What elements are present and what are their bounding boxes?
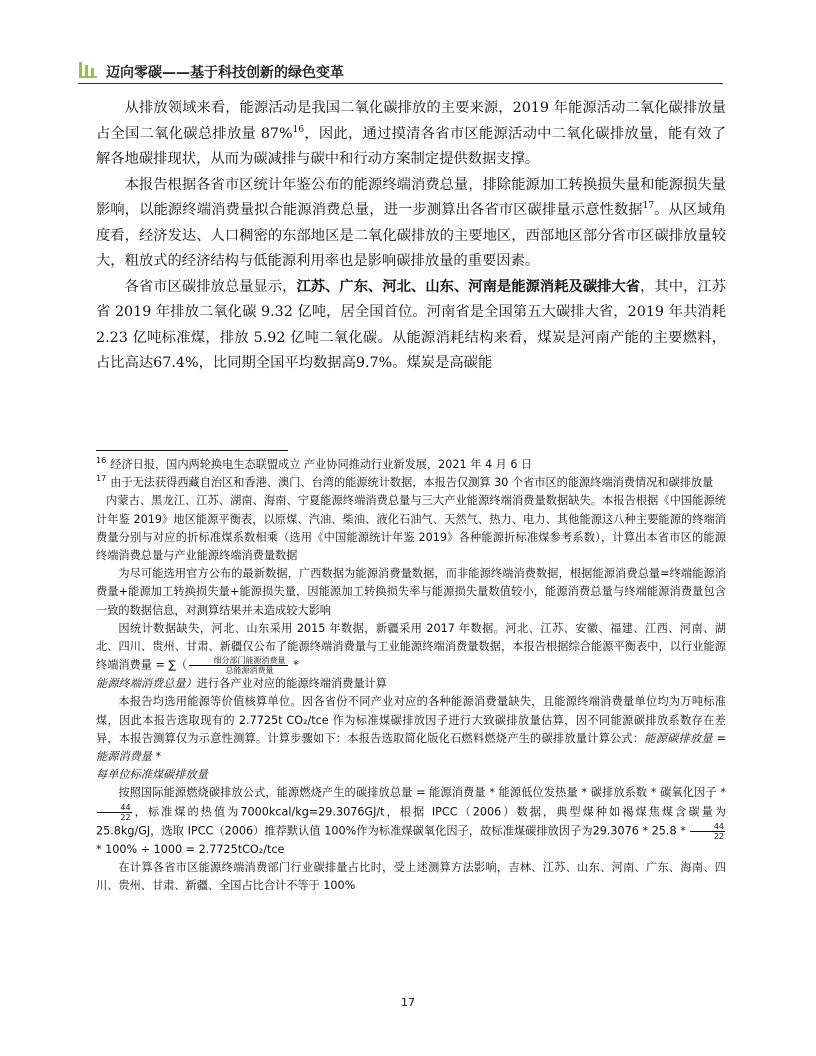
footnote-17-italic-e: 能源终端消费总量） — [96, 677, 197, 691]
paragraph-2-text-b: 。从区域角度看，经济发达、人口稠密的东部地区是二氧化碳排放的主要地区，西部地区部分省市区碳排放量较大，粗放式的经济结构与低能源利用率也是影响碳排放量的重要因素。 — [96, 202, 727, 269]
paragraph-3 — [96, 275, 726, 377]
footnote-17-text-h2: ，标准煤的热值为7000kcal/kg=29.3076GJ/t，根据 IPCC（2006）数据，典型煤种如褐煤焦煤含碳量为 25.8kg/GJ，选取 IPCC（2006）推荐默认值 100%作为标准煤碳氧化因子，故标准煤碳排放因子为29.3076 * 25.8 * — [96, 805, 726, 838]
footnote-17-italic-f: 能源碳排放量 = 能源消费量 * — [96, 731, 726, 764]
footnote-ref-16[interactable]: 16 — [292, 124, 305, 135]
page-header — [78, 58, 723, 84]
footnotes — [96, 456, 726, 895]
fraction-numerator: 细分部门能源消费量 — [189, 656, 287, 666]
footnote-17-text-f: 本报告均选用能源等价值核算单位。因各省份不同产业对应的各种能源消费量缺失，且能源终端消费量单位均为万吨标准煤，因此本报告选取现有的 2.7725t CO₂/tce 作为标准煤碳排放因子进行大致碳排放量估算，因不同能源碳排放系数存在差异，本报告测算仅为示意性测算。计算步骤如下：本报告选取简化版化石燃料燃烧产生的碳排放量计算公式： — [96, 695, 726, 745]
footnote-16-text: 经济日报，国内两轮换电生态联盟成立 产业协同推动行业新发展，2021 年 4 月 6 日 — [110, 458, 533, 471]
footnote-17-text-d-tail: * — [289, 658, 299, 672]
footnote-17-text-a: 由于无法获得西藏自治区和香港、澳门、台湾的能源统计数据，本报告仅测算 30 个省市区的能源终端消费情况和碳排放量 — [110, 476, 714, 490]
paragraph-3-bold-text: 江苏、广东、河北、山东、河南是能源消耗及碳排大省 — [296, 278, 641, 295]
paragraph-1-text-a: 从排放领域来看，能源活动是我国二氧化碳排放的主要来源，2019 年能源活动二氧化碳排放量占全国二氧化碳总排放量 87% — [96, 100, 726, 142]
molar-ratio-fraction — [97, 803, 132, 822]
fraction-numerator-44-2: 44 — [690, 822, 725, 832]
sector-ratio-fraction — [189, 656, 287, 675]
footnote-17-para-g: 每单位标准煤碳排放量 — [96, 768, 208, 782]
paragraph-2-text-a: 本报告根据各省市区统计年鉴公布的能源终端消费总量，排除能源加工转换损失量和能源损失量影响，以能源终端消费量拟合能源消费总量，进一步测算出各省市区碳排量示意性数据 — [96, 176, 726, 218]
footnote-17-text-e: 进行各产业对应的能源终端消费量计算 — [196, 677, 387, 691]
page-number: 17 — [401, 996, 415, 1009]
paragraph-1 — [96, 96, 726, 173]
footnote-17-para-h — [96, 784, 726, 858]
header-title: 迈向零碳——基于科技创新的绿色变革 — [106, 65, 344, 81]
footnote-17-para-c: 为尽可能选用官方公布的最新数据，广西数据为能源消费量数据，而非能源终端消费数据，根据能源消费总量=终端能源消费量+能源加工转换损失量+能源损失量，因能源加工转换损失率与能源损失量数值较小，能源消费总量与终端能源消费量包含一致的数据信息，对测算结果并未造成较大影响 — [96, 567, 726, 617]
fraction-denominator-22: 22 — [120, 812, 131, 822]
footnote-17-para-b: 内蒙古、黑龙江、江苏、湖南、海南、宁夏能源终端消费总量与三大产业能源终端消费量数据缺失。本报告根据《中国能源统计年鉴 2019》地区能源平衡表，以原煤、汽油、柴油、液化石油气、天然气、热力、电力、其他能源这八种主要能源的终端消费量分别与对应的折标准煤系数相乘（选用《中国能源统计年鉴 2019》各种能源折标准煤参考系数），计算出本省市区的能源终端消费总量与产业能源终端消费量数据 — [96, 494, 726, 563]
molar-ratio-fraction-2 — [690, 822, 725, 841]
paragraph-3-text-b: ，其中，江苏省 2019 年排放二氧化碳 9.32 亿吨，居全国首位。河南省是全国第五大碳排大省，2019 年共消耗 2.23 亿吨标准煤，排放 5.92 亿吨二氧化碳。从能源消耗结构来看，煤炭是河南产能的主要燃料，占比高达67.4%，比同期全国平均数据高9.7%。煤炭是高碳能 — [96, 278, 727, 371]
paragraph-2 — [96, 173, 726, 275]
footnote-17-para-e — [96, 675, 726, 693]
paragraph-1-text-b: ，因此，通过摸清各省市区能源活动中二氧化碳排放量，能有效了解各地碳排现状，从而为碳减排与碳中和行动方案制定提供数据支撑。 — [96, 125, 727, 167]
footnote-17 — [96, 474, 726, 492]
footnote-17-para-i: 在计算各省市区能源终端消费部门行业碳排量占比时，受上述测算方法影响，吉林、江苏、山东、河南、广东、海南、四川、贵州、甘肃、新疆、全国占比合计不等于 100% — [96, 860, 726, 893]
header-divider — [78, 83, 723, 84]
fraction-denominator-22-2: 22 — [713, 831, 724, 841]
fraction-denominator: 总能源消费量 — [225, 666, 274, 676]
footnote-16-number: 16 — [96, 456, 107, 466]
footnote-17-number: 17 — [96, 474, 107, 484]
footnote-separator — [96, 450, 288, 451]
paragraph-3-text-a: 各省市区碳排放总量显示， — [124, 278, 297, 295]
footnote-17-text-h: 按照国际能源燃烧碳排放公式，能源燃烧产生的碳排放总量 = 能源消费量 * 能源低位发热量 * 碳排放系数 * 碳氧化因子 * — [118, 786, 726, 800]
footnote-17-para-f — [96, 693, 726, 766]
footnote-17-text-h3: * 100% ÷ 1000 = 2.7725tCO₂/tce — [96, 842, 285, 856]
footnote-ref-17[interactable]: 17 — [642, 201, 655, 212]
footnote-17-para-d — [96, 620, 726, 675]
footnote-17-text-d: 因统计数据缺失，河北、山东采用 2015 年数据，新疆采用 2017 年数据。河北、江苏、安徽、福建、江西、河南、湖北、四川、贵州、甘肃、新疆仅公布了能源终端消费量与工业能源终端消费量数据，本报告根据综合能源平衡表中，以行业能源终端消费量 = ∑（ — [96, 621, 726, 672]
main-body — [96, 96, 726, 377]
footnote-16 — [96, 456, 726, 474]
green-bars-logo-icon — [78, 60, 98, 80]
fraction-numerator-44: 44 — [97, 803, 132, 813]
